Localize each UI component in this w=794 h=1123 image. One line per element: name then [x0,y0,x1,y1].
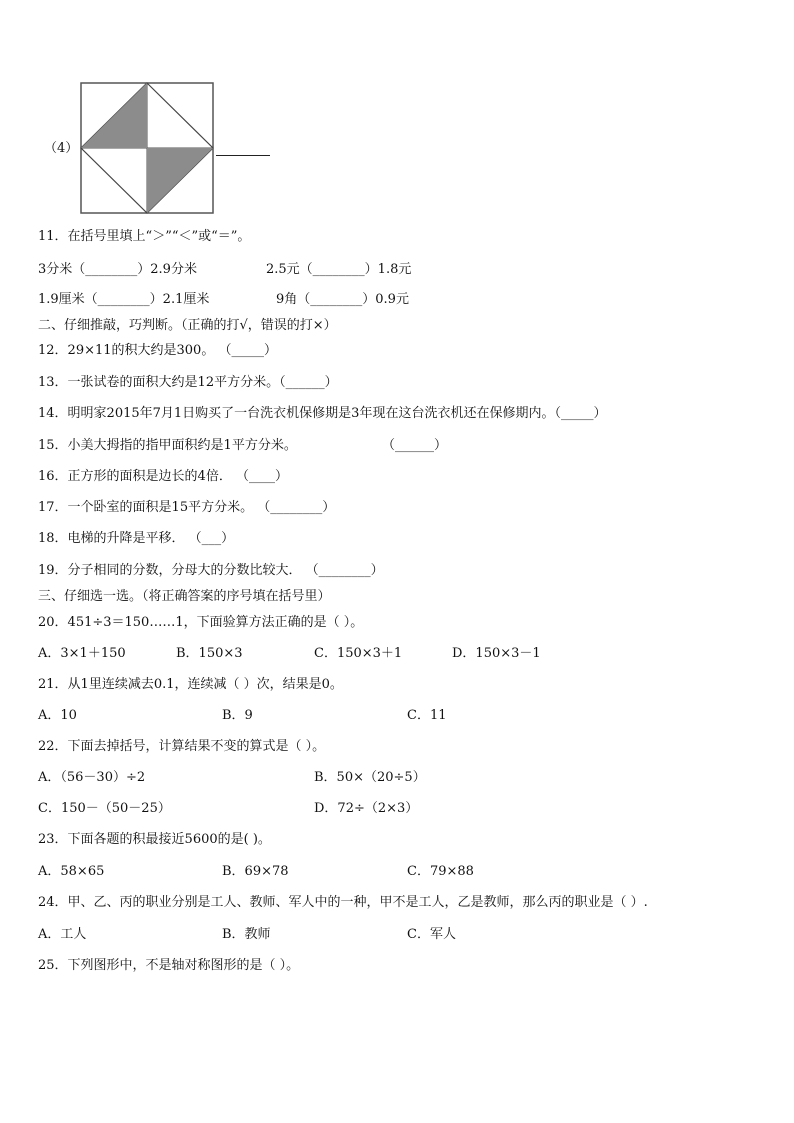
q16: 16．正方形的面积是边长的4倍． （____） [38,469,288,484]
q11-item-3: 1.9厘米（________）2.1厘米 [38,292,210,307]
q24-option-b: B．教师 [222,927,271,942]
q14: 14．明明家2015年7月1日购买了一台洗衣机保修期是3年现在这台洗衣机还在保修期内。（_____） [38,406,607,421]
q15: 15．小美大拇指的指甲面积约是1平方分米。 [38,438,297,453]
q23-option-a: A．58×65 [38,864,105,879]
q21-option-b: B．9 [222,708,253,723]
q21-option-c: C．11 [407,708,447,723]
q12: 12．29×11的积大约是300。 （_____） [38,343,277,358]
q21-stem: 21．从1里连续减去0.1，连续减（ ）次，结果是0。 [38,677,343,692]
q20-option-a: A．3×1＋150 [38,646,126,661]
q20-option-c: C．150×3＋1 [314,646,403,661]
q24-option-c: C．军人 [407,927,456,942]
q19: 19．分子相同的分数，分母大的分数比较大． （________） [38,563,384,578]
answer-line [216,155,270,156]
figure-label: （4） [44,141,79,156]
q11-item-2: 2.5元（________）1.8元 [266,262,412,277]
q13: 13．一张试卷的面积大约是12平方分米。（______） [38,375,338,390]
q24-stem: 24．甲、乙、丙的职业分别是工人、教师、军人中的一种，甲不是工人，乙是教师，那么丙的职业是（ ）. [38,895,648,910]
q23-stem: 23．下面各题的积最接近5600的是( )。 [38,832,271,847]
q20-option-b: B．150×3 [176,646,243,661]
q22-option-c: C．150－（50－25） [38,801,171,816]
q17: 17．一个卧室的面积是15平方分米。 （________） [38,500,336,515]
q22-option-b: B．50×（20÷5） [314,770,426,785]
q11-item-1: 3分米（________）2.9分米 [38,262,197,277]
q22-stem: 22．下面去掉括号，计算结果不变的算式是（ ）。 [38,739,326,754]
q25-stem: 25．下列图形中，不是轴对称图形的是（ ）。 [38,958,300,973]
section2-heading: 二、仔细推敲，巧判断。（正确的打√，错误的打×） [38,318,337,333]
q11-stem: 11．在括号里填上“＞”“＜”或“＝”。 [38,229,251,244]
square-diagram [80,82,214,214]
q21-option-a: A．10 [38,708,77,723]
q20-stem: 20．451÷3＝150……1，下面验算方法正确的是（ ）。 [38,615,364,630]
shaded-triangle-top-left [81,83,147,148]
q11-item-4: 9角（________）0.9元 [276,292,409,307]
section3-heading: 三、仔细选一选。（将正确答案的序号填在括号里） [38,589,331,604]
q22-option-a: A．（56－30）÷2 [38,770,146,785]
q20-option-d: D．150×3－1 [452,646,541,661]
q22-option-d: D．72÷（2×3） [314,801,419,816]
q23-option-b: B．69×78 [222,864,289,879]
q24-option-a: A．工人 [38,927,87,942]
q23-option-c: C．79×88 [407,864,474,879]
q18: 18．电梯的升降是平移． （___） [38,531,235,546]
q15-blank: （______） [382,438,448,453]
